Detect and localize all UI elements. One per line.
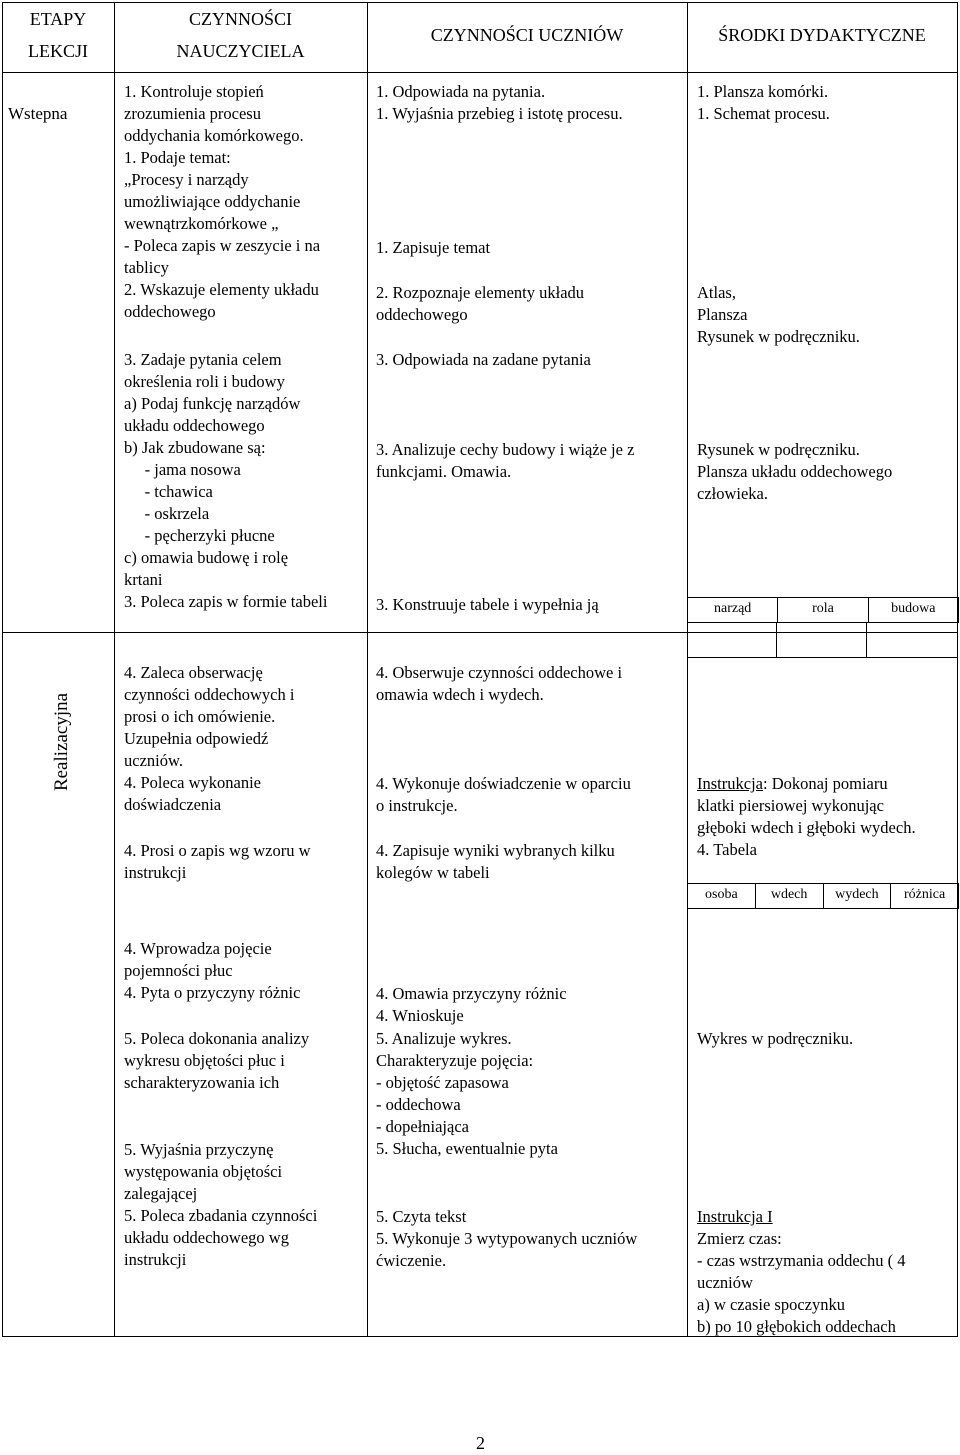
instruction-text: : Dokonaj pomiaru [762,774,888,793]
organ-table-col-narzad: narząd [714,601,752,616]
breath-table-header [687,883,959,909]
header-srodki-dydaktyczne: ŚRODKI DYDAKTYCZNE [718,25,926,45]
table-border-right [957,2,958,1336]
student-activities-graph: 5. Analizuje wykres. Charakteryzuje pojęcia: - objętość zapasowa - oddechowa - dopełniająca 5. Słucha, ewentualnie pyta [376,1029,558,1158]
student-activities-topic: 1. Zapisuje temat [376,238,491,257]
organ-table-header [687,597,959,623]
header-divider [2,72,958,73]
student-activities-analyze: 3. Analizuje cechy budowy i wiąże je z funkcjami. Omawia. [376,440,635,481]
teaching-means-intro: 1. Plansza komórki. 1. Schemat procesu. [697,82,830,123]
breath-table-col-roznica: różnica [890,884,958,908]
organ-table-col-budowa: budowa [868,598,958,622]
organ-table-col-line-1 [776,622,777,658]
breath-table-col-osoba: osoba [705,887,738,902]
student-activities-observe: 4. Obserwuje czynności oddechowe i omawia wdech i wydech. [376,663,623,704]
teaching-means-instruction-1: Zmierz czas: - czas wstrzymania oddechu ( 4 uczniów a) w czasie spoczynku b) po 10 głębokich oddechach [697,1229,906,1336]
student-activities-respond: 3. Odpowiada na zadane pytania [376,350,591,369]
teacher-activities-capacity: 4. Wprowadza pojęcie pojemności płuc 4. Pyta o przyczyny różnic [124,939,301,1002]
section-divider [2,632,958,633]
stage-realizacyjna: Realizacyjna [51,692,72,792]
organ-table-bottom [687,657,957,658]
teacher-activities-explain: 5. Wyjaśnia przyczynę występowania objętości zalegającej 5. Poleca zbadania czynności układu oddechowego wg instrukcji [124,1140,318,1269]
teaching-means-drawing: Rysunek w podręczniku. Plansza układu oddechowego człowieka. [697,440,893,503]
teaching-means-graph: Wykres w podręczniku. [697,1029,854,1048]
table-border-left [2,2,3,1336]
student-activities-causes: 4. Omawia przyczyny różnic 4. Wnioskuje [376,984,567,1025]
column-divider-3 [687,2,688,1336]
student-activities-results: 4. Zapisuje wyniki wybranych kilku kolegów w tabeli [376,841,615,882]
instruction-label: Instrukcja [697,774,763,793]
teacher-activities-observation: 4. Zaleca obserwację czynności oddechowych i prosi o ich omówienie. Uzupełnia odpowiedź uczniów. 4. Poleca wykonanie doświadczenia [124,663,295,814]
teacher-activities-intro: 1. Kontroluje stopień zrozumienia procesu oddychania komórkowego. 1. Podaje temat: „Procesy i narządy umożliwiające oddychanie wewnątrzkomórkowe „ - Poleca zapis w zeszycie i na tablicy 2. Wskazuje elementy układu oddechowego [124,82,321,321]
teaching-means-instruction [697,773,888,795]
student-activities-table: 3. Konstruuje tabele i wypełnia ją [376,595,599,614]
page-number: 2 [476,1433,485,1453]
teaching-means-instruction-rest: klatki piersiowej wykonując głęboki wdech i głęboki wydech. 4. Tabela [697,796,916,859]
student-activities-answers: 1. Odpowiada na pytania. 1. Wyjaśnia przebieg i istotę procesu. [376,82,623,123]
column-divider-1 [114,2,115,1336]
header-czynnosci-uczniow: CZYNNOŚCI UCZNIÓW [430,25,624,45]
header-etapy-lekcji: ETAPY LEKCJI [28,9,88,61]
teacher-activities-record: 4. Prosi o zapis wg wzoru w instrukcji [124,841,311,882]
student-activities-reading: 5. Czyta tekst 5. Wykonuje 3 wytypowanych uczniów ćwiczenie. [376,1207,638,1270]
header-czynnosci-nauczyciela: CZYNNOŚCI NAUCZYCIELA [176,9,305,61]
breath-table-col-wdech: wdech [755,884,823,908]
student-activities-recognize: 2. Rozpoznaje elementy układu oddechowego [376,283,585,324]
organ-table-col-line-2 [866,622,867,658]
teacher-activities-graph: 5. Poleca dokonania analizy wykresu objętości płuc i scharakteryzowania ich [124,1029,310,1092]
teacher-activities-questions: 3. Zadaje pytania celem określenia roli i budowy a) Podaj funkcję narządów układu oddechowego b) Jak zbudowane są: - jama nosowa - tchawica - oskrzela - pęcherzyki płucne c) omawia budowę i rolę krtani 3. Poleca zapis w formie tabeli [124,350,328,611]
teaching-means-instruction-1-label: Instrukcja I [697,1207,773,1226]
teaching-means-atlas: Atlas, Plansza Rysunek w podręczniku. [697,283,860,346]
breath-table-col-wydech: wydech [823,884,891,908]
stage-wstepna: Wstepna [8,104,68,123]
column-divider-2 [367,2,368,1336]
student-activities-experiment: 4. Wykonuje doświadczenie w oparciu o instrukcje. [376,774,631,815]
organ-table-col-rola: rola [777,598,867,622]
